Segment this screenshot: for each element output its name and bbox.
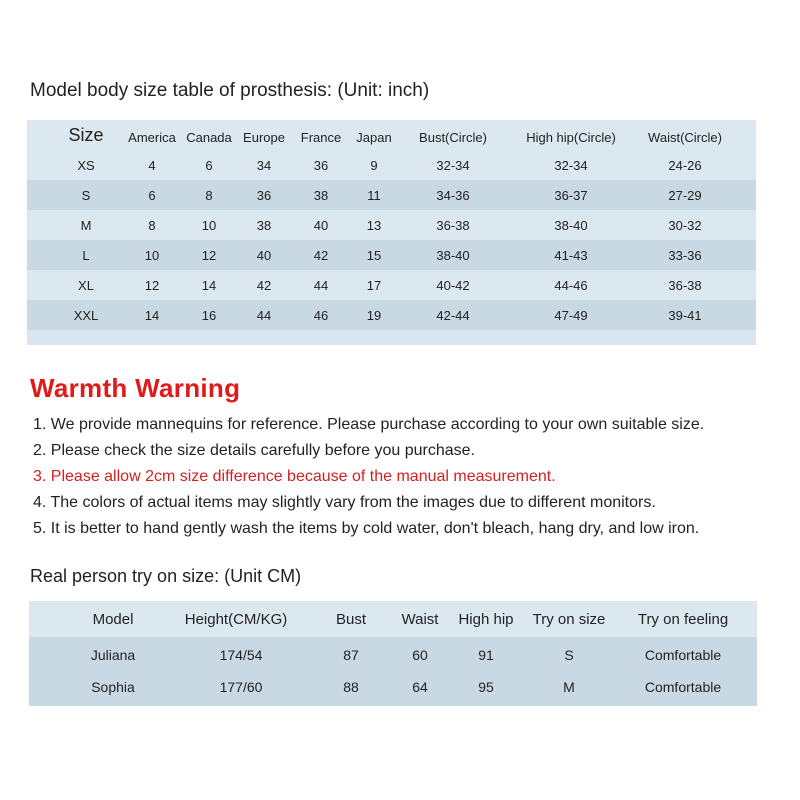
cell-bust: 88 bbox=[343, 679, 359, 695]
cell-try-on-size: M bbox=[563, 679, 575, 695]
header-size: Size bbox=[68, 125, 104, 145]
cell-try-on-feeling: Comfortable bbox=[644, 647, 722, 663]
cell-waist: 36-38 bbox=[668, 278, 702, 293]
header-bust: Bust(Circle) bbox=[419, 130, 487, 145]
table-row bbox=[27, 270, 756, 300]
cell-high-hip: 47-49 bbox=[554, 308, 588, 323]
table-row bbox=[27, 240, 756, 270]
header-europe: Europe bbox=[243, 130, 285, 145]
cell-high-hip: 32-34 bbox=[554, 158, 588, 173]
cell-size: XL bbox=[78, 278, 94, 293]
cell-bust: 38-40 bbox=[436, 248, 470, 263]
table-row bbox=[27, 300, 756, 330]
cell-canada: 14 bbox=[201, 278, 217, 293]
cell-high-hip: 95 bbox=[478, 679, 494, 695]
cell-europe: 40 bbox=[256, 248, 272, 263]
cell-america: 10 bbox=[144, 248, 160, 263]
cell-canada: 16 bbox=[201, 308, 217, 323]
tryon-table-header-row bbox=[29, 601, 757, 637]
cell-canada: 8 bbox=[205, 188, 213, 203]
cell-america: 14 bbox=[144, 308, 160, 323]
cell-japan: 17 bbox=[366, 278, 382, 293]
cell-try-on-size: S bbox=[564, 647, 574, 663]
cell-france: 38 bbox=[313, 188, 329, 203]
tryon-header-high-hip: High hip bbox=[458, 611, 514, 628]
cell-bust: 34-36 bbox=[436, 188, 470, 203]
cell-europe: 44 bbox=[256, 308, 272, 323]
cell-america: 12 bbox=[144, 278, 160, 293]
cell-france: 42 bbox=[313, 248, 329, 263]
warning-item-1: 1. We provide mannequins for reference. Please purchase according to your own suitable size. bbox=[33, 416, 705, 433]
cell-model: Sophia bbox=[91, 679, 135, 695]
table-row bbox=[29, 669, 757, 701]
cell-america: 4 bbox=[148, 158, 156, 173]
cell-high-hip: 41-43 bbox=[554, 248, 588, 263]
cell-japan: 9 bbox=[370, 158, 378, 173]
cell-height: 177/60 bbox=[219, 679, 263, 695]
header-canada: Canada bbox=[186, 130, 232, 145]
cell-france: 46 bbox=[313, 308, 329, 323]
cell-bust: 40-42 bbox=[436, 278, 470, 293]
header-waist: Waist(Circle) bbox=[648, 130, 722, 145]
warning-item-5: 5. It is better to hand gently wash the items by cold water, don't bleach, hang dry, and low iron. bbox=[33, 520, 700, 537]
cell-waist: 64 bbox=[412, 679, 428, 695]
cell-japan: 11 bbox=[367, 188, 381, 203]
cell-france: 44 bbox=[313, 278, 329, 293]
cell-size: XS bbox=[77, 158, 95, 173]
size-table bbox=[27, 120, 756, 345]
cell-bust: 87 bbox=[343, 647, 359, 663]
warning-list bbox=[33, 412, 704, 542]
warning-item-4: 4. The colors of actual items may slightly vary from the images due to different monitors. bbox=[33, 494, 656, 511]
cell-bust: 42-44 bbox=[436, 308, 470, 323]
cell-america: 8 bbox=[148, 218, 156, 233]
tryon-table-title: Real person try on size: (Unit CM) bbox=[30, 566, 302, 586]
cell-waist: 27-29 bbox=[668, 188, 702, 203]
cell-height: 174/54 bbox=[219, 647, 263, 663]
tryon-header-waist: Waist bbox=[401, 611, 439, 628]
cell-waist: 39-41 bbox=[668, 308, 702, 323]
cell-high-hip: 44-46 bbox=[554, 278, 588, 293]
cell-bust: 36-38 bbox=[436, 218, 470, 233]
cell-high-hip: 36-37 bbox=[554, 188, 588, 203]
tryon-header-try-on-feeling: Try on feeling bbox=[637, 611, 729, 628]
size-table-header-row bbox=[27, 120, 756, 150]
cell-japan: 15 bbox=[366, 248, 382, 263]
tryon-header-height: Height(CM/KG) bbox=[184, 611, 288, 628]
cell-canada: 6 bbox=[205, 158, 213, 173]
table-row bbox=[29, 637, 757, 669]
header-america: America bbox=[128, 130, 176, 145]
warning-title: Warmth Warning bbox=[30, 373, 241, 403]
cell-size: L bbox=[82, 248, 90, 263]
cell-japan: 19 bbox=[366, 308, 382, 323]
cell-waist: 24-26 bbox=[668, 158, 702, 173]
header-high-hip: High hip(Circle) bbox=[526, 130, 616, 145]
cell-canada: 10 bbox=[201, 218, 217, 233]
cell-canada: 12 bbox=[201, 248, 217, 263]
cell-high-hip: 91 bbox=[478, 647, 494, 663]
table-row bbox=[27, 210, 756, 240]
cell-europe: 34 bbox=[256, 158, 272, 173]
cell-france: 36 bbox=[313, 158, 329, 173]
cell-waist: 60 bbox=[412, 647, 428, 663]
cell-japan: 13 bbox=[366, 218, 382, 233]
cell-bust: 32-34 bbox=[436, 158, 470, 173]
tryon-header-model: Model bbox=[92, 611, 134, 628]
cell-size: S bbox=[81, 188, 91, 203]
cell-high-hip: 38-40 bbox=[554, 218, 588, 233]
cell-europe: 38 bbox=[256, 218, 272, 233]
warning-item-3: 3. Please allow 2cm size difference because of the manual measurement. bbox=[33, 468, 556, 485]
cell-try-on-feeling: Comfortable bbox=[644, 679, 722, 695]
size-table-title: Model body size table of prosthesis: (Unit: inch) bbox=[30, 80, 430, 101]
warning-item-2: 2. Please check the size details carefully before you purchase. bbox=[33, 442, 476, 459]
table-row bbox=[27, 150, 756, 180]
cell-america: 6 bbox=[148, 188, 156, 203]
tryon-header-try-on-size: Try on size bbox=[532, 611, 606, 628]
cell-size: M bbox=[80, 218, 92, 233]
cell-europe: 42 bbox=[256, 278, 272, 293]
tryon-table-body bbox=[29, 637, 757, 706]
cell-size: XXL bbox=[73, 308, 99, 323]
tryon-header-bust: Bust bbox=[335, 611, 367, 628]
cell-waist: 30-32 bbox=[668, 218, 702, 233]
header-france: France bbox=[300, 130, 342, 145]
cell-europe: 36 bbox=[256, 188, 272, 203]
table-row bbox=[27, 180, 756, 210]
tryon-table bbox=[29, 601, 757, 706]
cell-waist: 33-36 bbox=[668, 248, 702, 263]
header-japan: Japan bbox=[356, 130, 392, 145]
cell-model: Juliana bbox=[90, 647, 136, 663]
cell-france: 40 bbox=[313, 218, 329, 233]
